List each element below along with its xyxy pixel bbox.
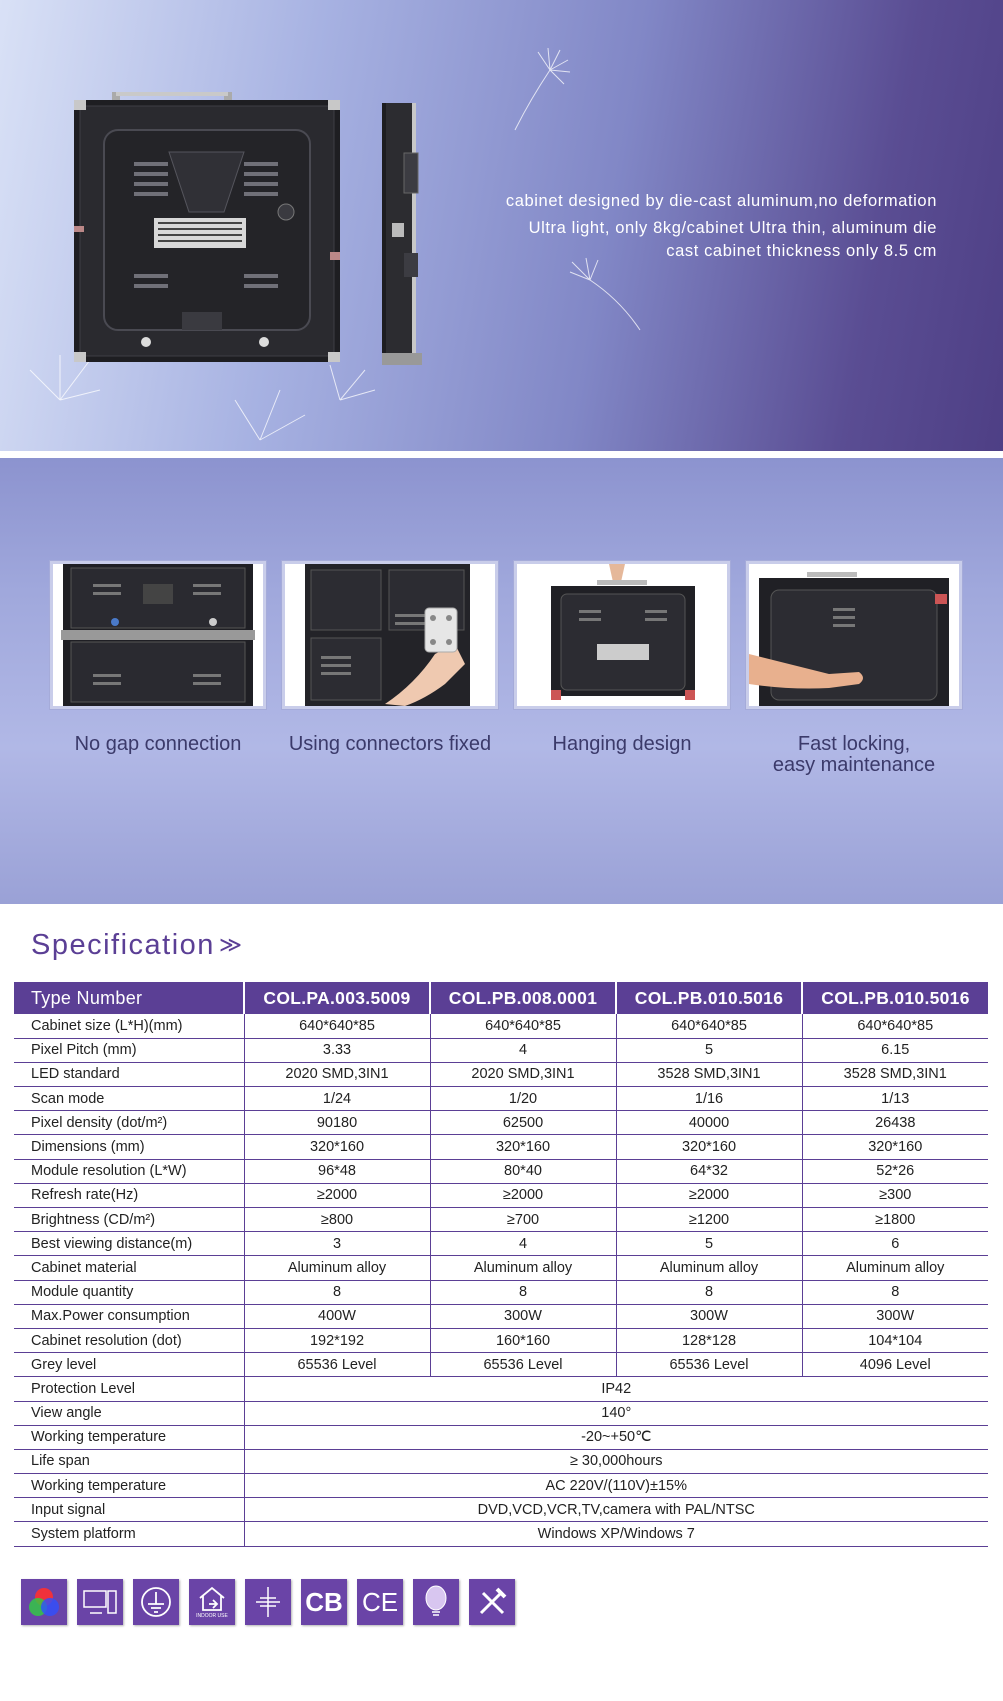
spec-cell-merged: 140°: [244, 1401, 988, 1425]
spec-row: [14, 1111, 988, 1135]
hero-line-2: Ultra light, only 8kg/cabinet Ultra thin, aluminum die: [528, 219, 937, 237]
spec-cell: 1/16: [616, 1087, 802, 1111]
spec-row: [14, 1208, 988, 1232]
spec-cell: 80*40: [430, 1159, 616, 1183]
spec-cell: 8: [802, 1280, 988, 1304]
spec-header-cell: COL.PB.010.5016: [616, 982, 802, 1014]
spec-table: [14, 982, 988, 1547]
spec-row-label: Working temperature: [14, 1474, 244, 1498]
spec-cell: 1/13: [802, 1087, 988, 1111]
spec-header-cell: COL.PB.010.5016: [802, 982, 988, 1014]
indoor-use-label: INDOOR USE: [196, 1612, 228, 1619]
spec-row-label: Life span: [14, 1449, 244, 1473]
spec-cell: ≥300: [802, 1183, 988, 1207]
feature-connectors: [282, 561, 498, 755]
spec-header-cell: COL.PB.008.0001: [430, 982, 616, 1014]
spec-cell: 640*640*85: [430, 1014, 616, 1038]
feature-caption: Using connectors fixed: [288, 733, 492, 755]
spec-row: [14, 1449, 988, 1473]
spec-cell: 400W: [244, 1304, 430, 1328]
spec-cell: 320*160: [802, 1135, 988, 1159]
certification-icons: [21, 1579, 525, 1625]
spec-cell: 40000: [616, 1111, 802, 1135]
spec-cell-merged: -20~+50℃: [244, 1425, 988, 1449]
spec-cell: 3: [244, 1232, 430, 1256]
spec-row-label: Brightness (CD/m²): [14, 1208, 244, 1232]
spec-row-label: LED standard: [14, 1062, 244, 1086]
spec-row-label: Refresh rate(Hz): [14, 1183, 244, 1207]
spec-row: [14, 1183, 988, 1207]
spec-row-label: Protection Level: [14, 1377, 244, 1401]
spec-cell: 104*104: [802, 1328, 988, 1352]
spec-row-label: Module quantity: [14, 1280, 244, 1304]
spec-row: [14, 1498, 988, 1522]
spec-cell: 300W: [430, 1304, 616, 1328]
spec-row-label: Working temperature: [14, 1425, 244, 1449]
spec-cell: 4096 Level: [802, 1353, 988, 1377]
spec-cell: 320*160: [616, 1135, 802, 1159]
bulb-icon: [413, 1579, 459, 1625]
spec-cell: 320*160: [430, 1135, 616, 1159]
spec-cell: 320*160: [244, 1135, 430, 1159]
spec-row: [14, 1353, 988, 1377]
spec-cell: ≥1200: [616, 1208, 802, 1232]
spec-row: [14, 1522, 988, 1546]
spec-row-label: Dimensions (mm): [14, 1135, 244, 1159]
spec-cell: 3528 SMD,3IN1: [616, 1062, 802, 1086]
hero-line-1: cabinet designed by die-cast aluminum,no deformation: [505, 192, 937, 210]
spec-cell: 4: [430, 1038, 616, 1062]
spec-row-label: Module resolution (L*W): [14, 1159, 244, 1183]
hero-banner: [0, 0, 1003, 451]
spec-cell: 6: [802, 1232, 988, 1256]
spec-row: [14, 1280, 988, 1304]
spec-cell: 62500: [430, 1111, 616, 1135]
spec-cell: 192*192: [244, 1328, 430, 1352]
spec-cell: 300W: [616, 1304, 802, 1328]
spec-cell: ≥700: [430, 1208, 616, 1232]
cb-icon: CB: [301, 1579, 347, 1625]
spec-cell: Aluminum alloy: [802, 1256, 988, 1280]
spec-cell-merged: ≥ 30,000hours: [244, 1449, 988, 1473]
spec-row: [14, 1401, 988, 1425]
spec-row-label: Grey level: [14, 1353, 244, 1377]
spec-cell: ≥2000: [430, 1183, 616, 1207]
spec-row: [14, 1038, 988, 1062]
spec-cell-merged: DVD,VCD,VCR,TV,camera with PAL/NTSC: [244, 1498, 988, 1522]
tools-icon: [469, 1579, 515, 1625]
ground-icon: [133, 1579, 179, 1625]
spec-cell: 90180: [244, 1111, 430, 1135]
divider: [0, 451, 1003, 458]
spec-row: [14, 1328, 988, 1352]
spec-header-cell: Type Number: [14, 982, 244, 1014]
spec-row-label: Pixel density (dot/m²): [14, 1111, 244, 1135]
spec-cell: ≥1800: [802, 1208, 988, 1232]
hero-description: [506, 190, 937, 263]
spec-cell: ≥2000: [244, 1183, 430, 1207]
spec-cell: Aluminum alloy: [244, 1256, 430, 1280]
spec-cell: 5: [616, 1038, 802, 1062]
cabinet-side-image: [382, 103, 422, 365]
cabinet-front-image: [74, 92, 340, 364]
feature-no-gap: [50, 561, 266, 755]
spec-cell: 640*640*85: [244, 1014, 430, 1038]
spec-cell: ≥800: [244, 1208, 430, 1232]
spec-cell: ≥2000: [616, 1183, 802, 1207]
hero-line-3: cast cabinet thickness only 8.5 cm: [666, 242, 937, 260]
spec-row: [14, 1377, 988, 1401]
feature-hanging: [514, 561, 730, 755]
spec-row-label: System platform: [14, 1522, 244, 1546]
spec-cell: 26438: [802, 1111, 988, 1135]
spec-cell: 3.33: [244, 1038, 430, 1062]
spec-cell: 1/20: [430, 1087, 616, 1111]
ce-icon: CE: [357, 1579, 403, 1625]
spec-row: [14, 1425, 988, 1449]
feature-fast-locking: [746, 561, 962, 776]
spec-header-cell: COL.PA.003.5009: [244, 982, 430, 1014]
spec-cell: Aluminum alloy: [616, 1256, 802, 1280]
spec-cell-merged: AC 220V/(110V)±15%: [244, 1474, 988, 1498]
spec-row: [14, 1087, 988, 1111]
spec-cell: 128*128: [616, 1328, 802, 1352]
spec-row-label: Cabinet material: [14, 1256, 244, 1280]
spec-cell: 640*640*85: [616, 1014, 802, 1038]
feature-caption-line-1: Fast locking,: [797, 733, 911, 755]
spec-title: [31, 929, 240, 962]
spec-cell: 3528 SMD,3IN1: [802, 1062, 988, 1086]
spec-row-label: Cabinet resolution (dot): [14, 1328, 244, 1352]
feature-caption: Hanging design: [552, 733, 692, 755]
spec-cell: 160*160: [430, 1328, 616, 1352]
spec-row-label: Cabinet size (L*H)(mm): [14, 1014, 244, 1038]
spec-cell: Aluminum alloy: [430, 1256, 616, 1280]
spec-cell: 2020 SMD,3IN1: [430, 1062, 616, 1086]
spec-cell: 2020 SMD,3IN1: [244, 1062, 430, 1086]
spec-row: [14, 1304, 988, 1328]
feature-image: [50, 561, 266, 709]
rgb-icon: [21, 1579, 67, 1625]
spec-cell: 8: [616, 1280, 802, 1304]
spec-row: [14, 1474, 988, 1498]
waterproof-icon: [245, 1579, 291, 1625]
feature-image: [514, 561, 730, 709]
computer-icon: [77, 1579, 123, 1625]
features-section: [0, 458, 1003, 904]
spec-cell: 52*26: [802, 1159, 988, 1183]
spec-cell: 300W: [802, 1304, 988, 1328]
spec-title-mark: ≫: [218, 932, 240, 957]
spec-cell: 1/24: [244, 1087, 430, 1111]
spec-cell: 5: [616, 1232, 802, 1256]
spec-row-label: Max.Power consumption: [14, 1304, 244, 1328]
spec-row: [14, 1232, 988, 1256]
spec-header-row: [14, 982, 988, 1014]
spec-cell: 64*32: [616, 1159, 802, 1183]
spec-row-label: Pixel Pitch (mm): [14, 1038, 244, 1062]
spec-title-text: Specification: [31, 929, 215, 961]
spec-row: [14, 1159, 988, 1183]
spec-cell: 4: [430, 1232, 616, 1256]
spec-row-label: Best viewing distance(m): [14, 1232, 244, 1256]
spec-row-label: Input signal: [14, 1498, 244, 1522]
spec-cell: 65536 Level: [430, 1353, 616, 1377]
spec-row-label: View angle: [14, 1401, 244, 1425]
spec-cell: 65536 Level: [616, 1353, 802, 1377]
spec-cell: 8: [430, 1280, 616, 1304]
feature-image: [282, 561, 498, 709]
feature-caption: No gap connection: [74, 733, 242, 755]
feature-caption: [746, 734, 962, 776]
spec-row-label: Scan mode: [14, 1087, 244, 1111]
spec-cell: 8: [244, 1280, 430, 1304]
spec-row: [14, 1062, 988, 1086]
spec-row: [14, 1014, 988, 1038]
spec-cell: 65536 Level: [244, 1353, 430, 1377]
spec-cell: 6.15: [802, 1038, 988, 1062]
spec-cell: 96*48: [244, 1159, 430, 1183]
spec-cell-merged: IP42: [244, 1377, 988, 1401]
indoor-use-icon: [189, 1579, 235, 1625]
spec-cell-merged: Windows XP/Windows 7: [244, 1522, 988, 1546]
spec-row: [14, 1135, 988, 1159]
spec-row: [14, 1256, 988, 1280]
spec-cell: 640*640*85: [802, 1014, 988, 1038]
feature-caption-line-2: easy maintenance: [772, 754, 936, 776]
feature-image: [746, 561, 962, 709]
